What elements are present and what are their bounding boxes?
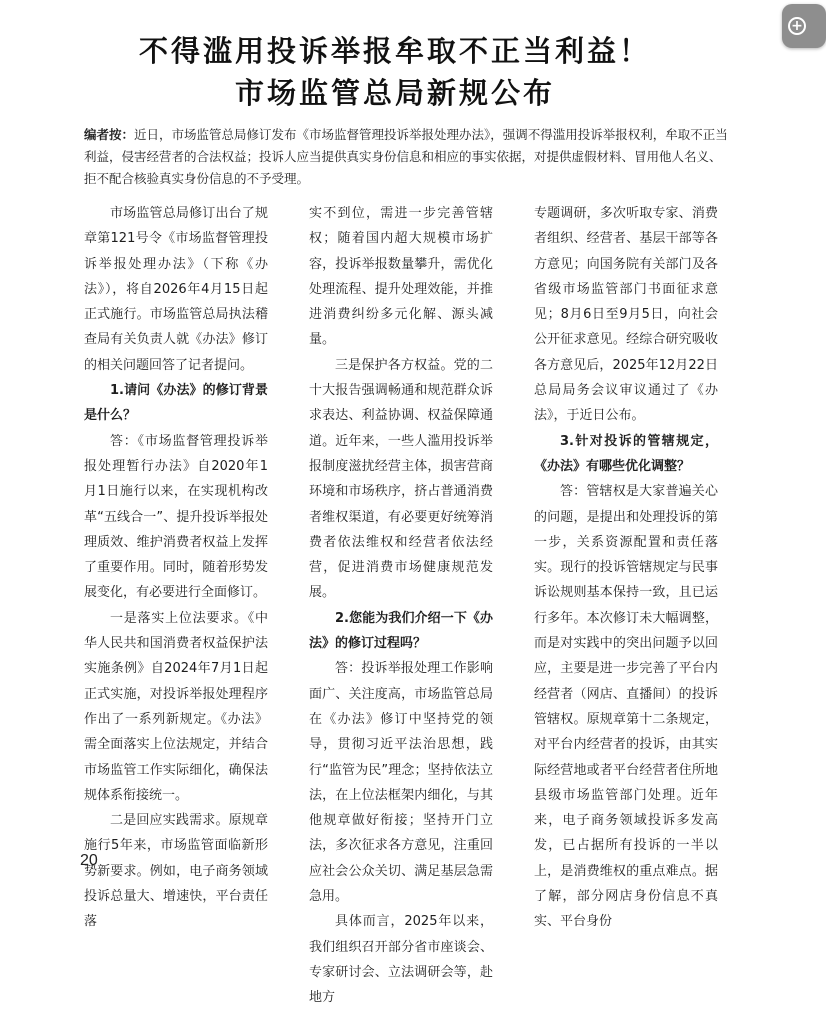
paragraph: 答：《市场监督管理投诉举报处理暂行办法》自2020年1月1日施行以来，在实现机构改革“五线合一”、提升投诉举报处理质效、维护消费者权益上发挥了重要作用。同时，随着形势发展变化，有必要进行全面修订。	[84, 433, 268, 601]
add-floating-button[interactable]	[782, 4, 826, 48]
plus-circle-icon: +	[788, 17, 806, 35]
page-number: 20	[80, 852, 98, 869]
editor-note	[84, 124, 729, 190]
paragraph: 一是落实上位法要求。《中华人民共和国消费者权益保护法实施条例》自2024年7月1日起正式实施，对投诉举报处理程序作出了一系列新规定。《办法》需全面落实上位法规定，并结合市场监管工作实际细化，确保法规体系衔接统一。	[84, 610, 268, 803]
article-column-3	[534, 201, 718, 930]
article-column-2	[309, 201, 493, 1006]
question-heading: 2.您能为我们介绍一下《办法》的修订过程吗？	[309, 610, 493, 652]
paragraph-continued: 专题调研，多次听取专家、消费者组织、经营者、基层干部等各方意见；向国务院有关部门及各省级市场监管部门书面征求意见；8月6日至9月5日，向社会公开征求意见。经综合研究吸收各方意见后，2025年12月22日总局局务会议审议通过了《办法》，于近日公布。	[534, 206, 718, 424]
paragraph-continued: 实不到位，需进一步完善管辖权；随着国内超大规模市场扩容，投诉举报数量攀升，需优化处理流程、提升处理效能，并推进消费纠纷多元化解、源头减量。	[309, 206, 493, 348]
paragraph: 市场监管总局修订出台了规章第121号令《市场监督管理投诉举报处理办法》（下称《办法》），将自2026年4月15日起正式施行。市场监管总局执法稽查局有关负责人就《办法》修订的相关问题回答了记者提问。	[84, 206, 268, 373]
paragraph: 三是保护各方权益。党的二十大报告强调畅通和规范群众诉求表达、利益协调、权益保障通道。近年来，一些人滥用投诉举报制度滋扰经营主体，损害营商环境和市场秩序，挤占普通消费者维权渠道，有必要更好统筹消费者依法维权和经营者依法经营，促进消费市场健康规范发展。	[309, 357, 493, 601]
paragraph: 答：投诉举报处理工作影响面广、关注度高，市场监管总局在《办法》修订中坚持党的领导，贯彻习近平法治思想，践行“监管为民”理念；坚持依法立法，在上位法框架内细化，与其他规章做好衔接；坚持开门立法，多次征求各方意见，注重回应社会公众关切、满足基层急需急用。	[309, 661, 493, 905]
paragraph: 具体而言，2025年以来，我们组织召开部分省市座谈会、专家研讨会、立法调研会等，赴地方	[309, 914, 493, 1006]
paragraph: 二是回应实践需求。原规章施行5年来，市场监管面临新形势新要求。例如，电子商务领域投诉总量大、增速快，平台责任落	[84, 813, 268, 930]
article-column-1	[84, 201, 268, 930]
headline-line-2: 市场监管总局新规公布	[234, 76, 555, 110]
question-heading: 1.请问《办法》的修订背景是什么？	[84, 383, 268, 424]
headline-line-1: 不得滥用投诉举报牟取不正当利益！	[138, 34, 651, 68]
question-heading: 3.针对投诉的管辖规定，《办法》有哪些优化调整？	[534, 433, 718, 474]
paragraph: 答：管辖权是大家普遍关心的问题，是提出和处理投诉的第一步，关系资源配置和责任落实。现行的投诉管辖规定与民事诉讼规则基本保持一致，且已运行多年。本次修订未大幅调整，而是对实践中的突出问题予以回应，主要是进一步完善了平台内经营者（网店、直播间）的投诉管辖权。原规章第十二条规定，对平台内经营者的投诉，由其实际经营地或者平台经营者住所地县级市场监管部门处理。近年来，电子商务领域投诉多发高发，已占据所有投诉的一半以上，是消费维权的重点难点。据了解，部分网店身份信息不真实、平台身份	[534, 484, 718, 930]
editor-note-text: 近日，市场监管总局修订发布《市场监督管理投诉举报处理办法》，强调不得滥用投诉举报权利，牟取不正当利益，侵害经营者的合法权益；投诉人应当提供真实身份信息和相应的事实依据，对提供虚假材料、冒用他人名义、拒不配合核验真实身份信息的不予受理。	[84, 127, 728, 186]
editor-note-tag: 编者按：	[84, 127, 135, 142]
